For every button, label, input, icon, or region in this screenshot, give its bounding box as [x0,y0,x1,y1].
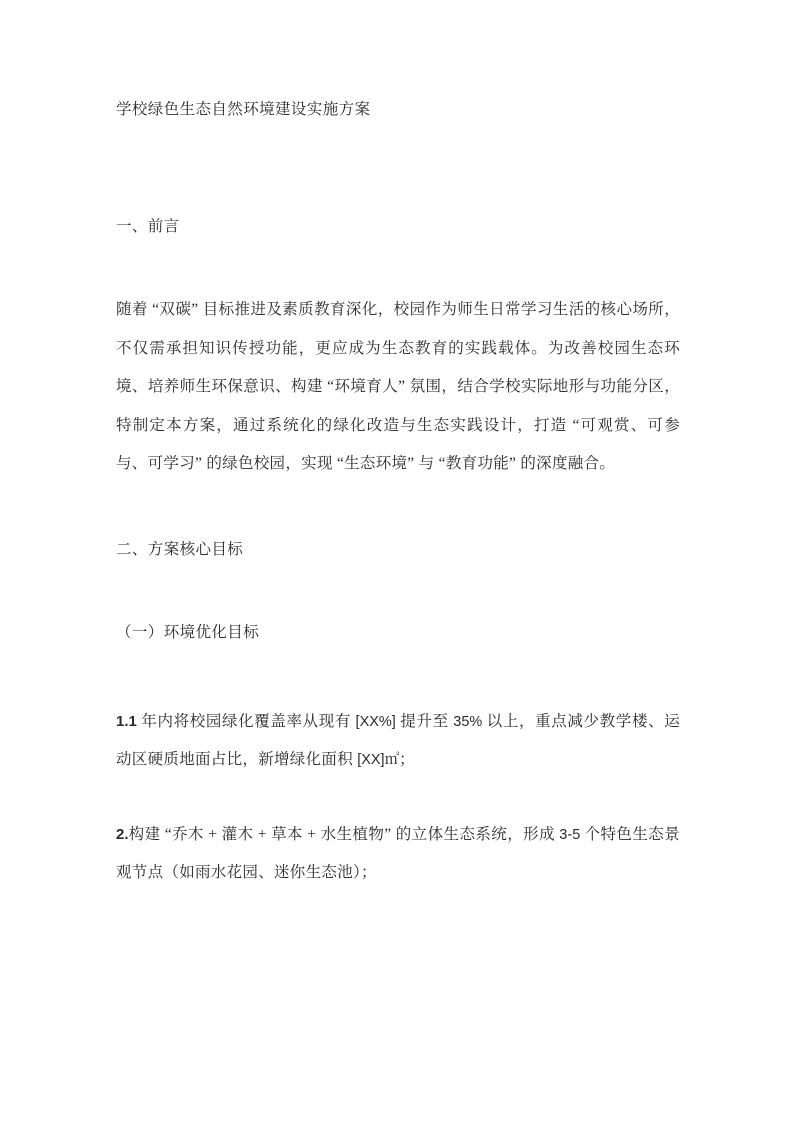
goal-item-2-number: 2. [116,825,129,843]
section-heading-core-goals: 二、方案核心目标 [116,540,244,558]
spacer [116,484,680,536]
goal-item-2 [116,816,680,893]
goal-item-1-text-3: 以上，重点减少教学楼、运动区硬质地面占比，新增绿化面积 [116,712,680,768]
paragraph-preface-body: 随着 “双碳” 目标推进及素质教育深化，校园作为师生日常学习生活的核心场所，不仅需承担知识传授功能，更应成为生态教育的实践载体。为改善校园生态环境、培养师生环保意识、构建 “环境育人” 氛围，结合学校实际地形与功能分区，特制定本方案，通过系统化的绿化改造与生态实践设计，打造 “可观赏、可参与、可学习” 的绿色校园，实现 “生态环境” 与 “教育功能” 的深度融合。 [116,301,680,472]
subsection-heading-environment-optimization: （一）环境优化目标 [116,623,260,641]
goal-item-1-number: 1.1 [116,712,137,730]
spacer [116,780,680,816]
goal-item-2-text-1: 构建 “乔木 + 灌木 + 草本 + 水生植物” 的立体生态系统，形成 [128,825,560,843]
spacer [116,647,680,703]
spacer [116,564,680,619]
section-heading-preface: 一、前言 [116,218,180,235]
goal-item-1-target-percent: 35% [453,713,483,730]
goal-item-1 [116,703,680,780]
spacer [116,241,680,291]
goal-item-1-placeholder-coverage: [XX%] [355,713,396,730]
spacer [116,124,680,213]
goal-item-2-text-2: 个特色生态景观节点（如雨水花园、迷你生态池）； [116,825,680,881]
document-content [116,96,680,893]
document-title: 学校绿色生态自然环境建设实施方案 [116,101,371,118]
goal-item-1-placeholder-area: [XX]㎡ [357,752,400,768]
goal-item-1-text-1: 年内将校园绿化覆盖率从现有 [136,712,356,730]
goal-item-1-text-4: ； [399,751,415,768]
goal-item-2-node-count: 3-5 [559,826,581,843]
goal-item-1-text-2: 提升至 [395,712,454,730]
